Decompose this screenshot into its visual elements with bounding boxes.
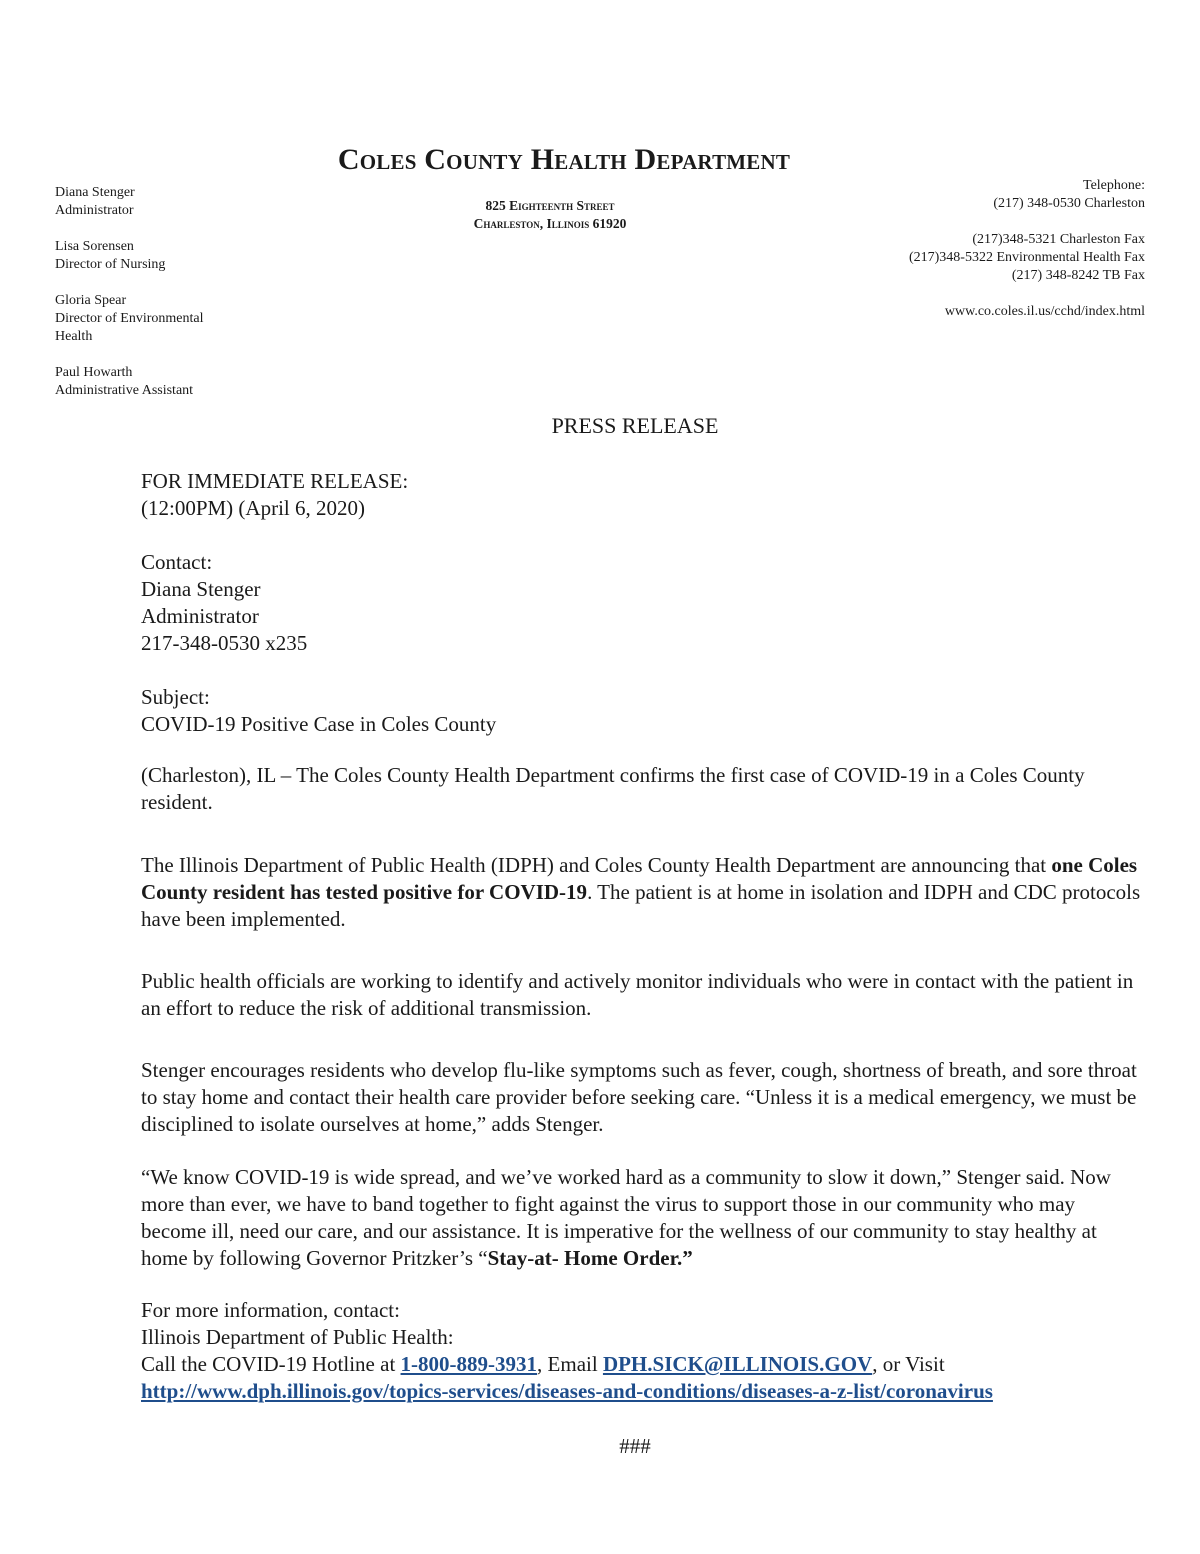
p2-text-a: The Illinois Department of Public Health (IDPH) and Coles County Health Department are announcing that — [141, 853, 1052, 877]
staff-role: Director of Environmental — [55, 311, 204, 326]
contact-name: Diana Stenger — [141, 577, 261, 601]
staff-role-cont: Health — [55, 329, 93, 344]
visit-text: , or Visit — [872, 1352, 945, 1376]
p2-bold: one Coles County resident has tested positive for COVID-19 — [141, 853, 1138, 904]
paragraph-4: Stenger encourages residents who develop flu-like symptoms such as fever, cough, shortness of breath, and sore throat to stay home and contact their health care provider before seeking care. “Unless it is a medical emergency, we must be disciplined to isolate ourselves at home,” adds Stenger. — [141, 1058, 1137, 1136]
fax-environmental: (217)348-5322 Environmental Health Fax — [908, 250, 1145, 265]
hotline-line — [141, 1351, 1141, 1378]
p5-text: “We know COVID-19 is wide spread, and we’ve worked hard as a community to slow it down,” Stenger said. Now more than ever, we have to band together to fight against the virus to support those in our community who may become ill, need our care, and our assistance. It is imperative for the wellness of our community to stay healthy at home by following Governor Pritzker’s “ — [141, 1165, 1111, 1270]
staff-role: Director of Nursing — [55, 257, 166, 272]
department-title: Coles County Health Department — [337, 143, 791, 176]
p2-text-b: . The patient is at home in isolation and IDPH and CDC protocols have been implemented. — [141, 880, 1141, 931]
telephone-label: Telephone: — [1083, 178, 1145, 193]
paragraph-5 — [141, 1164, 1141, 1272]
subject-text: COVID-19 Positive Case in Coles County — [141, 712, 497, 736]
contact-label: Contact: — [141, 550, 213, 574]
staff-entry — [55, 292, 204, 346]
staff-entry — [55, 238, 204, 274]
fax-tb: (217) 348-8242 TB Fax — [1011, 268, 1145, 283]
paragraph-1: (Charleston), IL – The Coles County Health Department confirms the first case of COVID-19 in a Coles County resident. — [141, 763, 1085, 814]
website: www.co.coles.il.us/cchd/index.html — [944, 304, 1145, 319]
staff-list — [55, 184, 204, 418]
staff-name: Lisa Sorensen — [55, 239, 134, 254]
release-datetime: (12:00PM) (April 6, 2020) — [141, 496, 365, 520]
fax-charleston: (217)348-5321 Charleston Fax — [972, 232, 1145, 247]
paragraph-2 — [141, 852, 1141, 933]
address-street: 825 Eighteenth Street — [485, 198, 615, 213]
staff-name: Paul Howarth — [55, 365, 133, 380]
release-body — [141, 468, 1141, 1405]
more-info: For more information, contact: — [141, 1298, 400, 1322]
main-phone: (217) 348-0530 Charleston — [993, 196, 1145, 211]
contact-phone: 217-348-0530 x235 — [141, 631, 308, 655]
paragraph-3: Public health officials are working to identify and actively monitor individuals who were in contact with the patient in an effort to reduce the risk of additional transmission. — [141, 969, 1134, 1020]
end-mark: ### — [619, 1434, 651, 1458]
phone-block — [909, 177, 1145, 321]
immediate-release: FOR IMMEDIATE RELEASE: — [141, 469, 409, 493]
staff-name: Gloria Spear — [55, 293, 127, 308]
idph-name: Illinois Department of Public Health: — [141, 1325, 454, 1349]
press-release-heading: PRESS RELEASE — [551, 413, 719, 438]
email-text: , Email — [537, 1352, 603, 1376]
staff-role: Administrator — [55, 203, 134, 218]
subject-label: Subject: — [141, 685, 210, 709]
staff-role: Administrative Assistant — [55, 383, 194, 398]
p5-bold: Stay-at- Home Order.” — [487, 1246, 693, 1270]
url-line — [141, 1378, 1141, 1405]
contact-title: Administrator — [141, 604, 259, 628]
staff-name: Diana Stenger — [55, 185, 135, 200]
hotline-text: Call the COVID-19 Hotline at — [141, 1352, 401, 1376]
email-link[interactable]: DPH.SICK@ILLINOIS.GOV — [602, 1352, 873, 1376]
staff-entry — [55, 364, 204, 400]
hotline-link[interactable]: 1-800-889-3931 — [400, 1352, 538, 1376]
idph-url-link[interactable]: http://www.dph.illinois.gov/topics-services/diseases-and-conditions/diseases-a-z-list/coronavirus — [141, 1379, 993, 1403]
staff-entry — [55, 184, 204, 220]
address-city: Charleston, Illinois 61920 — [473, 216, 627, 231]
